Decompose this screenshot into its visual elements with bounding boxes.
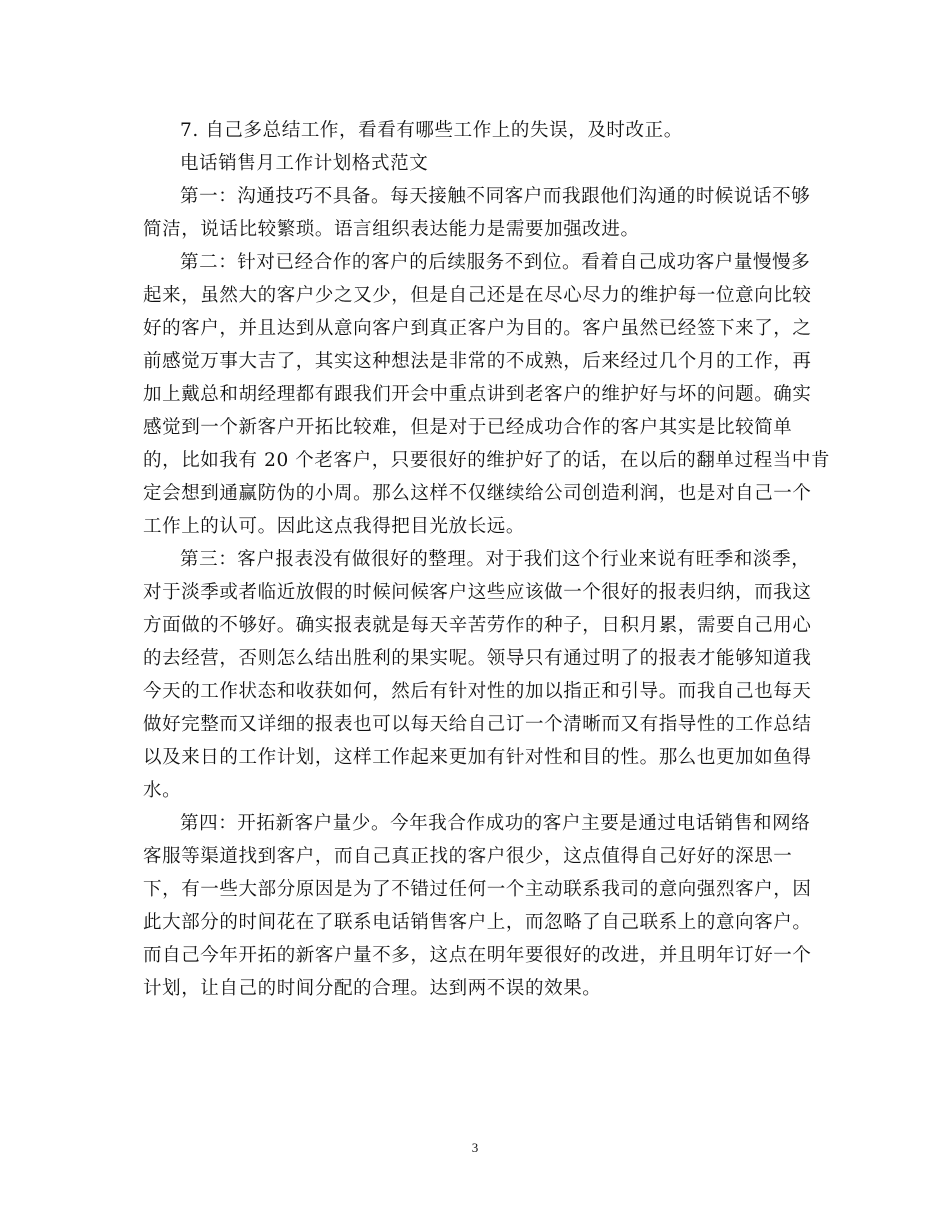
section-heading <box>143 147 813 180</box>
text-line: 加上戴总和胡经理都有跟我们开会中重点讲到老客户的维护好与坏的问题。确实 <box>143 384 812 405</box>
paragraph-fourth-point <box>143 807 813 1005</box>
text-line: 方面做的不够好。确实报表就是每天辛苦劳作的种子，日积月累，需要自己用心 <box>143 615 812 636</box>
text-line: 做好完整而又详细的报表也可以每天给自己订一个清晰而又有指导性的工作总结 <box>143 714 812 735</box>
text-line: 前感觉万事大吉了，其实这种想法是非常的不成熟，后来经过几个月的工作，再 <box>143 351 812 372</box>
text-line: 第三：客户报表没有做很好的整理。对于我们这个行业来说有旺季和淡季， <box>180 549 811 570</box>
paragraph-first-point <box>143 180 813 246</box>
paragraph-third-point <box>143 543 813 807</box>
text-line: 以及来日的工作计划，这样工作起来更加有针对性和目的性。那么也更加如鱼得 <box>143 747 812 768</box>
text-line: 起来，虽然大的客户少之又少，但是自己还是在尽心尽力的维护每一位意向比较 <box>143 285 812 306</box>
text-line: 简洁，说话比较繁琐。语言组织表达能力是需要加强改进。 <box>143 219 640 240</box>
text-line: 下，有一些大部分原因是为了不错过任何一个主动联系我司的意向强烈客户，因 <box>143 879 812 900</box>
text-line: 工作上的认可。因此这点我得把目光放长远。 <box>143 516 526 537</box>
text-line: 第一：沟通技巧不具备。每天接触不同客户而我跟他们沟通的时候说话不够 <box>180 186 811 207</box>
text-line: 好的客户，并且达到从意向客户到真正客户为目的。客户虽然已经签下来了，之 <box>143 318 812 339</box>
text-line: 的，比如我有 20 个老客户，只要很好的维护好了的话，在以后的翻单过程当中肯 <box>143 450 831 471</box>
text-line: 的去经营，否则怎么结出胜利的果实呢。领导只有通过明了的报表才能够知道我 <box>143 648 812 669</box>
page-number: 3 <box>471 1140 479 1155</box>
text-line: 客服等渠道找到客户，而自己真正找的客户很少，这点值得自己好好的深思一 <box>143 846 793 867</box>
text-line: 定会想到通赢防伪的小周。那么这样不仅继续给公司创造利润，也是对自己一个 <box>143 483 812 504</box>
text-line: 电话销售月工作计划格式范文 <box>180 153 429 174</box>
text-line: 计划，让自己的时间分配的合理。达到两不误的效果。 <box>143 978 602 999</box>
text-line: 7. 自己多总结工作，看看有哪些工作上的失误，及时改正。 <box>180 120 683 141</box>
document-body <box>143 114 831 1005</box>
paragraph-second-point <box>143 246 831 543</box>
text-line: 感觉到一个新客户开拓比较难，但是对于已经成功合作的客户其实是比较简单 <box>143 417 793 438</box>
text-line: 而自己今年开拓的新客户量不多，这点在明年要很好的改进，并且明年订好一个 <box>143 945 812 966</box>
text-line: 水。 <box>143 780 182 801</box>
paragraph-item-7 <box>143 114 813 147</box>
text-line: 此大部分的时间花在了联系电话销售客户上，而忽略了自己联系上的意向客户。 <box>143 912 812 933</box>
text-line: 第四：开拓新客户量少。今年我合作成功的客户主要是通过电话销售和网络 <box>180 813 811 834</box>
text-line: 对于淡季或者临近放假的时候问候客户这些应该做一个很好的报表归纳，而我这 <box>143 582 812 603</box>
text-line: 今天的工作状态和收获如何，然后有针对性的加以指正和引导。而我自己也每天 <box>143 681 812 702</box>
text-line: 第二：针对已经合作的客户的后续服务不到位。看着自己成功客户量慢慢多 <box>180 252 811 273</box>
